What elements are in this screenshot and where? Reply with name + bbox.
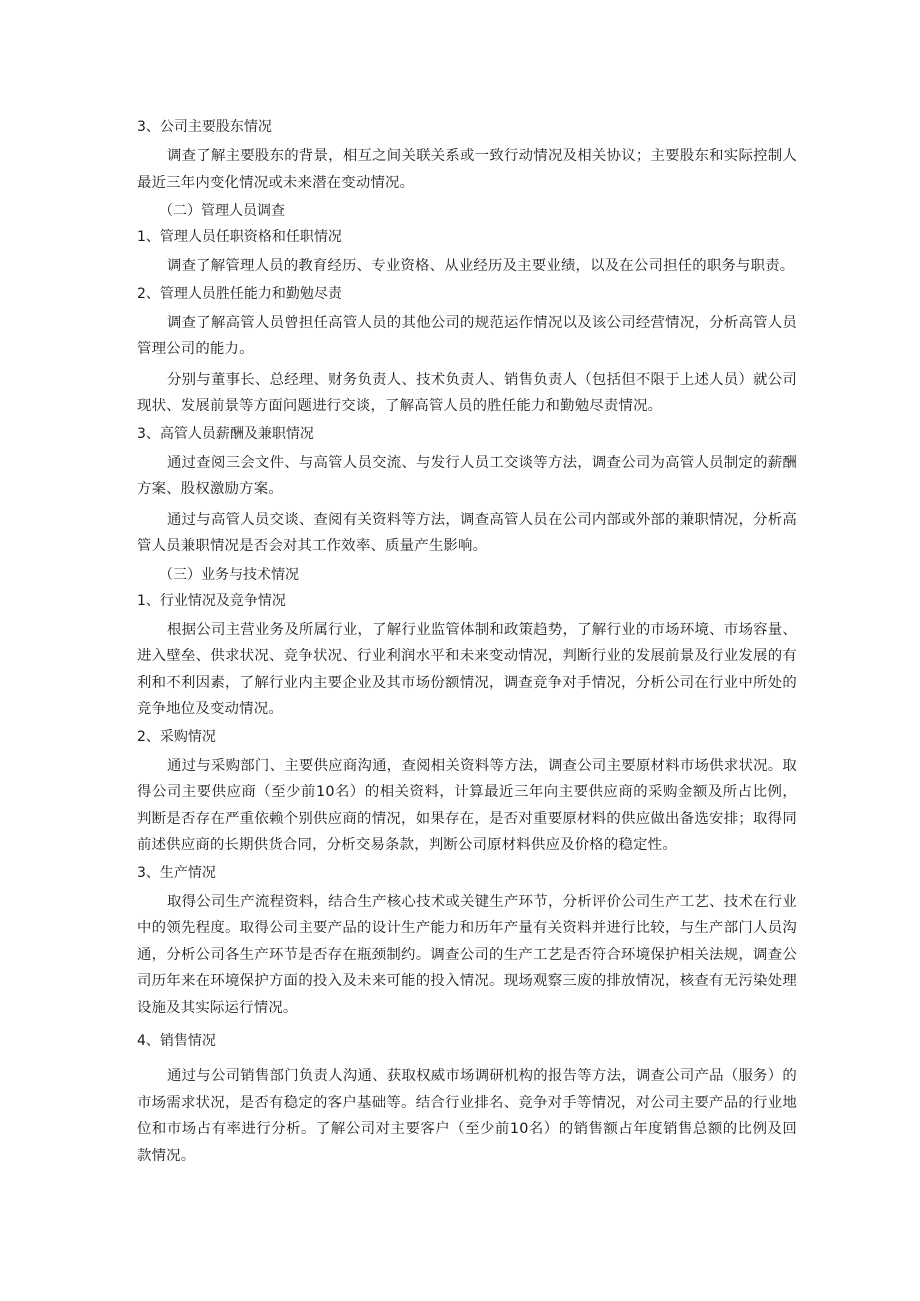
subtitle-management: （二）管理人员调查	[159, 203, 285, 219]
para-qualification: 调查了解管理人员的教育经历、专业资格、从业经历及主要业绩，以及在公司担任的职务与职责。	[167, 258, 795, 274]
para-sales: 通过与公司销售部门负责人沟通、获取权威市场调研机构的报告等方法，调查公司产品（服务）的市场需求状况，是否有稳定的客户基础等。结合行业排名、竞争对手等情况，对公司主要产品的行业地位和市场占有率进行分析。了解公司对主要客户（至少前10名）的销售额占年度销售总额的比例及回款情况。	[137, 1068, 797, 1164]
para-competence-2: 分别与董事长、总经理、财务负责人、技术负责人、销售负责人（包括但不限于上述人员）就公司现状、发展前景等方面问题进行交谈，了解高管人员的胜任能力和勤勉尽责情况。	[137, 371, 797, 414]
heading-qualification: 1、管理人员任职资格和任职情况	[137, 229, 342, 245]
heading-procurement: 2、采购情况	[137, 728, 216, 745]
document-body	[137, 115, 797, 1171]
para-shareholders: 调查了解主要股东的背景，相互之间关联关系或一致行动情况及相关协议；主要股东和实际控制人最近三年内变化情况或未来潜在变动情况。	[137, 148, 797, 191]
heading-production: 3、生产情况	[137, 864, 216, 881]
subtitle-business: （三）业务与技术情况	[159, 566, 299, 583]
heading-competence: 2、管理人员胜任能力和勤勉尽责	[137, 285, 342, 302]
heading-shareholders: 3、公司主要股东情况	[137, 119, 272, 135]
heading-compensation: 3、高管人员薪酬及兼职情况	[137, 425, 314, 442]
para-procurement: 通过与采购部门、主要供应商沟通，查阅相关资料等方法，调查公司主要原材料市场供求状况。取得公司主要供应商（至少前10名）的相关资料，计算最近三年向主要供应商的采购金额及所占比例，判断是否存在严重依赖个别供应商的情况，如果存在，是否对重要原材料的供应做出备选安排；取得同前述供应商的长期供货合同，分析交易条款，判断公司原材料供应及价格的稳定性。	[137, 757, 797, 853]
para-compensation-1: 通过查阅三会文件、与高管人员交流、与发行人员工交谈等方法，调查公司为高管人员制定的薪酬方案、股权激励方案。	[137, 454, 797, 497]
para-compensation-2: 通过与高管人员交谈、查阅有关资料等方法，调查高管人员在公司内部或外部的兼职情况，分析高管人员兼职情况是否会对其工作效率、质量产生影响。	[137, 511, 797, 554]
para-industry: 根据公司主营业务及所属行业，了解行业监管体制和政策趋势，了解行业的市场环境、市场容量、进入壁垒、供求状况、竞争状况、行业利润水平和未来变动情况，判断行业的发展前景及行业发展的有利和不利因素，了解行业内主要企业及其市场份额情况，调查竞争对手情况，分析公司在行业中所处的竞争地位及变动情况。	[137, 621, 797, 717]
para-competence-1: 调查了解高管人员曾担任高管人员的其他公司的规范运作情况以及该公司经营情况，分析高管人员管理公司的能力。	[137, 314, 797, 357]
para-production: 取得公司生产流程资料，结合生产核心技术或关键生产环节，分析评价公司生产工艺、技术在行业中的领先程度。取得公司主要产品的设计生产能力和历年产量有关资料并进行比较，与生产部门人员沟通，分析公司各生产环节是否存在瓶颈制约。调查公司的生产工艺是否符合环境保护相关法规，调查公司历年来在环境保护方面的投入及未来可能的投入情况。现场观察三废的排放情况，核查有无污染处理设施及其实际运行情况。	[137, 893, 797, 1016]
heading-industry: 1、行业情况及竞争情况	[137, 592, 286, 609]
spacer	[137, 1053, 797, 1059]
heading-sales: 4、销售情况	[137, 1033, 216, 1049]
